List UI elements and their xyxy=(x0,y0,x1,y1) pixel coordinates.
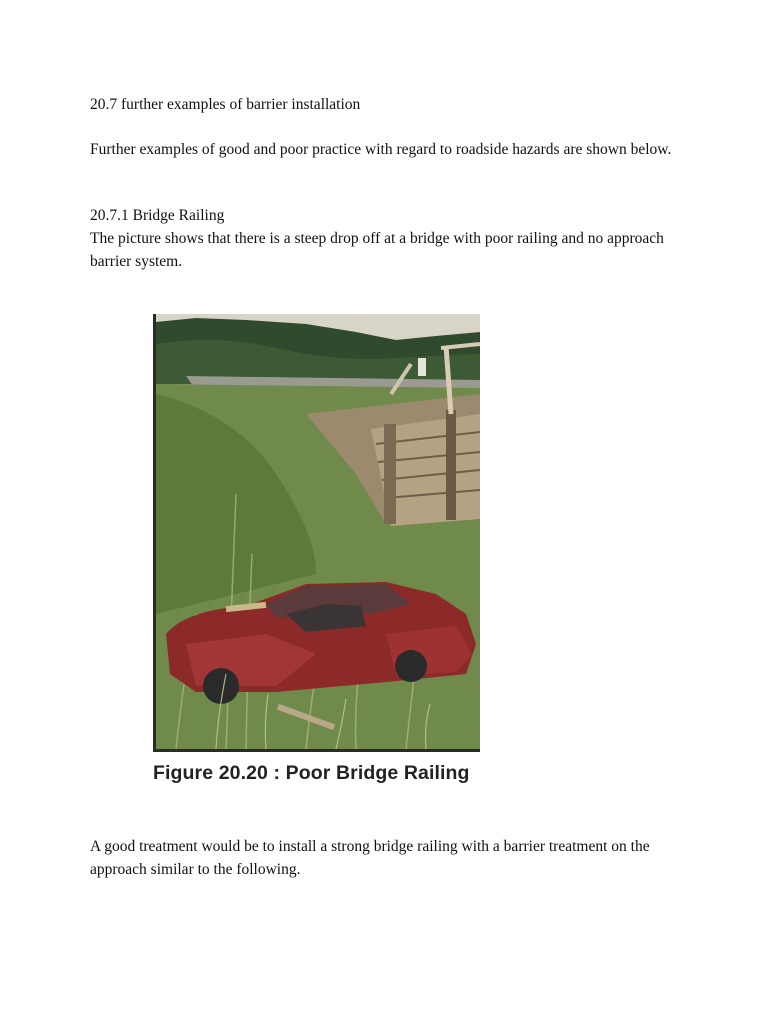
closing-paragraph: A good treatment would be to install a strong bridge railing with a barrier treatment on the approach similar to the following. xyxy=(90,838,650,878)
figure-caption: Figure 20.20 : Poor Bridge Railing xyxy=(153,762,470,784)
crash-photo xyxy=(153,314,480,752)
subsection-heading: 20.7.1 Bridge Railing xyxy=(90,207,225,224)
description-paragraph: The picture shows that there is a steep drop off at a bridge with poor railing and no approach barrier system. xyxy=(90,230,664,270)
section-heading: 20.7 further examples of barrier installation xyxy=(90,96,361,113)
intro-paragraph: Further examples of good and poor practice with regard to roadside hazards are shown below. xyxy=(90,141,672,158)
